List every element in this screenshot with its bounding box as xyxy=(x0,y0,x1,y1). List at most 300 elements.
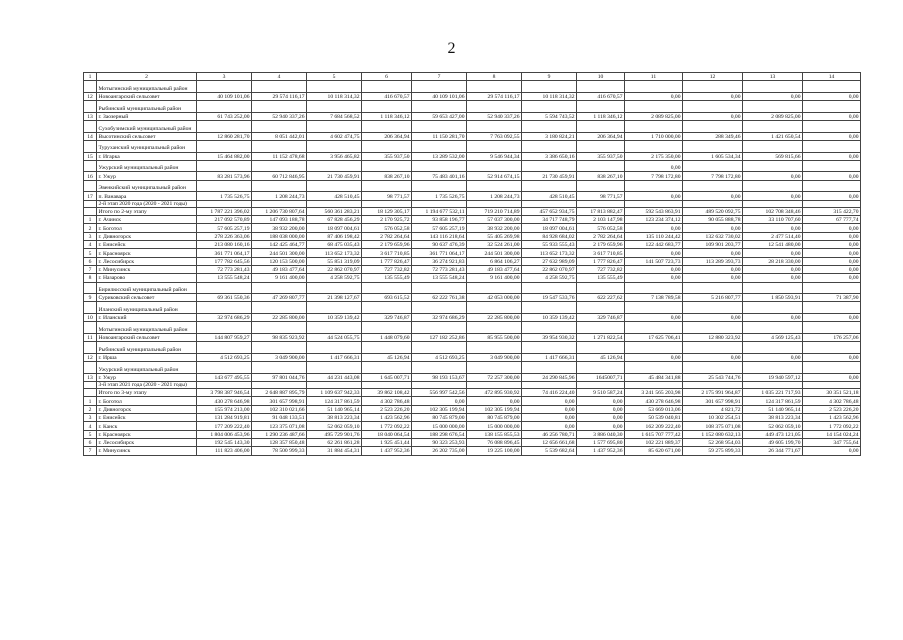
column-number-cell: 5 xyxy=(307,73,362,81)
table-row xyxy=(84,192,861,200)
table-cell xyxy=(197,101,252,113)
table-cell xyxy=(412,101,467,113)
table-cell xyxy=(522,121,577,133)
table-row xyxy=(84,353,861,361)
table-cell xyxy=(307,200,362,207)
table-cell: 15 000 000,00 xyxy=(412,422,467,430)
table-cell: 0,00 xyxy=(803,373,861,381)
table-cell: 430 278 646,98 xyxy=(197,397,252,405)
table-cell xyxy=(412,282,467,294)
table-cell xyxy=(803,160,861,172)
municipality-name-cell: Суриковский сельсовет xyxy=(97,294,197,302)
table-cell: 556 997 542,56 xyxy=(412,389,467,397)
municipality-name-cell: г. Ужур xyxy=(97,172,197,180)
table-cell xyxy=(625,302,683,314)
table-cell: 4 302 786,48 xyxy=(803,397,861,405)
table-cell: 52 914 674,15 xyxy=(467,172,522,180)
table-cell xyxy=(683,160,743,172)
table-cell: 68 475 035,43 xyxy=(307,241,362,249)
table-cell: 0,00 xyxy=(803,274,861,282)
table-cell: 622 227,62 xyxy=(577,294,625,302)
table-cell: 0,00 xyxy=(803,447,861,455)
table-cell: 85 620 671,00 xyxy=(625,447,683,455)
table-cell: 1 735 526,75 xyxy=(197,192,252,200)
table-cell: 457 652 934,75 xyxy=(522,207,577,215)
table-cell xyxy=(803,200,861,207)
table-cell: 1 417 666,31 xyxy=(307,353,362,361)
table-cell: 29 574 116,17 xyxy=(467,92,522,100)
table-cell: 1 925 451,44 xyxy=(362,438,412,446)
row-number-cell: 2 xyxy=(84,224,97,232)
table-cell xyxy=(683,362,743,374)
table-cell: 7 798 172,80 xyxy=(625,172,683,180)
row-number-cell: 13 xyxy=(84,112,97,120)
table-cell xyxy=(522,160,577,172)
municipality-name-cell: г. Ужур xyxy=(97,373,197,381)
table-cell xyxy=(683,121,743,133)
table-cell: 329 746,87 xyxy=(362,313,412,321)
table-cell xyxy=(683,342,743,354)
table-cell xyxy=(362,322,412,334)
table-row xyxy=(84,152,861,160)
table-cell xyxy=(625,121,683,133)
table-cell xyxy=(412,362,467,374)
table-cell: 1 777 826,47 xyxy=(362,257,412,265)
table-cell xyxy=(467,342,522,354)
table-cell xyxy=(577,140,625,152)
table-cell: 22 862 070,97 xyxy=(522,265,577,273)
table-cell: 40 109 101,06 xyxy=(197,92,252,100)
table-cell: 120 153 500,00 xyxy=(252,257,307,265)
table-cell xyxy=(577,322,625,334)
table-cell: 0,00 xyxy=(743,313,803,321)
table-cell: 0,00 xyxy=(743,224,803,232)
table-cell: 0,00 xyxy=(743,172,803,180)
table-cell xyxy=(412,302,467,314)
column-number-cell: 14 xyxy=(803,73,861,81)
table-cell: 98 193 153,67 xyxy=(412,373,467,381)
table-cell: 1 208 244,73 xyxy=(467,192,522,200)
table-cell: 0,00 xyxy=(743,192,803,200)
table-cell: 1 194 677 532,11 xyxy=(412,207,467,215)
municipality-name-cell: г. Игарка xyxy=(97,152,197,160)
table-cell: 6 864 106,27 xyxy=(467,257,522,265)
table-cell: 5 594 743,52 xyxy=(522,112,577,120)
table-cell: 13 555 548,24 xyxy=(412,274,467,282)
table-cell: 0,00 xyxy=(625,92,683,100)
table-cell xyxy=(307,362,362,374)
table-cell xyxy=(625,180,683,192)
table-cell: 9 161 400,00 xyxy=(467,274,522,282)
table-cell: 576 052,58 xyxy=(577,224,625,232)
table-cell xyxy=(683,180,743,192)
table-cell: 21 730 459,91 xyxy=(522,172,577,180)
table-cell xyxy=(197,121,252,133)
district-label-cell: Ужурский муниципальный район xyxy=(97,362,197,374)
table-cell xyxy=(467,140,522,152)
row-number-cell xyxy=(84,362,97,374)
table-row xyxy=(84,265,861,273)
table-cell xyxy=(522,81,577,93)
table-cell: 123 375 071,08 xyxy=(252,422,307,430)
table-cell xyxy=(803,101,861,113)
table-cell: 0,00 xyxy=(412,397,467,405)
table-cell: 1645007,71 xyxy=(577,373,625,381)
table-cell: 838 267,10 xyxy=(577,172,625,180)
column-number-cell: 9 xyxy=(522,73,577,81)
table-cell: 44 524 055,75 xyxy=(307,333,362,341)
table-cell: 1 417 666,31 xyxy=(522,353,577,361)
table-cell: 2 523 226,20 xyxy=(362,405,412,413)
row-number-cell: 12 xyxy=(84,353,97,361)
table-cell: 10 118 314,32 xyxy=(522,92,577,100)
table-cell xyxy=(577,101,625,113)
table-cell: 38 813 223,34 xyxy=(743,414,803,422)
table-cell: 74 416 224,40 xyxy=(522,389,577,397)
row-number-cell: 12 xyxy=(84,92,97,100)
table-cell: 102 310 021,66 xyxy=(252,405,307,413)
table-row xyxy=(84,257,861,265)
table-cell: 3 386 650,16 xyxy=(522,152,577,160)
table-cell xyxy=(197,362,252,374)
table-cell xyxy=(252,381,307,388)
table-cell: 113 289 393,73 xyxy=(683,257,743,265)
row-number-cell: 2 xyxy=(84,405,97,413)
table-cell: 0,00 xyxy=(522,414,577,422)
table-cell: 22 285 800,00 xyxy=(467,313,522,321)
table-cell: 49 183 477,64 xyxy=(252,265,307,273)
row-number-cell: 11 xyxy=(84,333,97,341)
table-cell: 122 442 683,77 xyxy=(625,241,683,249)
table-cell: 15 000 000,00 xyxy=(467,422,522,430)
table-cell: 1 615 707 777,42 xyxy=(625,430,683,438)
table-cell: 72 773 281,43 xyxy=(412,265,467,273)
table-cell: 18 040 064,54 xyxy=(362,430,412,438)
table-cell: 80 745 879,00 xyxy=(412,414,467,422)
municipality-name-cell: г. Красноярск xyxy=(97,430,197,438)
table-cell xyxy=(743,282,803,294)
table-cell: 123 234 374,12 xyxy=(625,216,683,224)
table-cell: 3 886 040,30 xyxy=(577,430,625,438)
table-cell: 53 669 013,06 xyxy=(625,405,683,413)
table-cell xyxy=(362,160,412,172)
table-cell: 51 140 965,14 xyxy=(743,405,803,413)
table-cell: 0,00 xyxy=(803,241,861,249)
table-row xyxy=(84,81,861,93)
table-cell: 0,00 xyxy=(683,92,743,100)
table-row xyxy=(84,216,861,224)
table-cell: 1 035 221 717,93 xyxy=(743,389,803,397)
table-cell: 102 305 199,94 xyxy=(467,405,522,413)
table-cell: 26 344 771,67 xyxy=(743,447,803,455)
municipality-name-cell: Итого по 3-му этапу xyxy=(97,389,197,397)
row-number-cell: 1 xyxy=(84,397,97,405)
table-cell: 91 048 133,51 xyxy=(252,414,307,422)
column-number-cell: 1 xyxy=(84,73,97,81)
table-cell: 15 464 882,00 xyxy=(197,152,252,160)
municipality-name-cell: г. Лесосибирск xyxy=(97,257,197,265)
column-number-cell: 11 xyxy=(625,73,683,81)
table-cell xyxy=(683,381,743,388)
table-cell: 2 179 659,96 xyxy=(577,241,625,249)
table-cell xyxy=(625,140,683,152)
row-number-cell: 10 xyxy=(84,313,97,321)
table-cell: 29 574 116,17 xyxy=(252,92,307,100)
table-cell: 90 637 476,39 xyxy=(412,241,467,249)
table-cell: 38 813 223,34 xyxy=(307,414,362,422)
table-cell: 1 772 092,22 xyxy=(362,422,412,430)
municipality-name-cell: г. Заозерный xyxy=(97,112,197,120)
table-cell: 1 804 006 453,96 xyxy=(197,430,252,438)
table-cell: 87 406 198,42 xyxy=(307,232,362,240)
table-cell: 288 349,46 xyxy=(683,132,743,140)
table-cell: 67 828 456,29 xyxy=(307,216,362,224)
table-cell xyxy=(307,121,362,133)
table-cell: 1 772 092,22 xyxy=(803,422,861,430)
table-row xyxy=(84,232,861,240)
table-row xyxy=(84,207,861,215)
table-cell: 25 543 744,76 xyxy=(683,373,743,381)
table-cell: 176 257,06 xyxy=(803,333,861,341)
municipality-name-cell: г. Иланский xyxy=(97,313,197,321)
table-cell: 0,00 xyxy=(743,353,803,361)
table-cell: 213 080 160,16 xyxy=(197,241,252,249)
table-cell: 59 275 899,33 xyxy=(683,447,743,455)
table-cell: 102 221 889,37 xyxy=(625,438,683,446)
municipality-name-cell: Новоангарский сельсовет xyxy=(97,333,197,341)
table-row xyxy=(84,241,861,249)
municipality-name-cell: г. Назарово xyxy=(97,274,197,282)
table-cell xyxy=(743,81,803,93)
table-cell xyxy=(683,302,743,314)
table-cell: 416 670,57 xyxy=(362,92,412,100)
table-cell: 135 555,49 xyxy=(362,274,412,282)
table-row xyxy=(84,274,861,282)
table-cell: 177 209 222,40 xyxy=(197,422,252,430)
table-cell xyxy=(683,101,743,113)
table-row xyxy=(84,160,861,172)
table-cell: 90 055 888,78 xyxy=(683,216,743,224)
table-cell: 18 129 305,17 xyxy=(362,207,412,215)
table-cell: 76 088 896,45 xyxy=(467,438,522,446)
table-row xyxy=(84,422,861,430)
table-cell xyxy=(625,81,683,93)
row-number-cell: 5 xyxy=(84,249,97,257)
row-number-cell xyxy=(84,282,97,294)
table-row xyxy=(84,302,861,314)
table-row xyxy=(84,322,861,334)
table-cell xyxy=(362,81,412,93)
table-cell xyxy=(412,381,467,388)
table-cell: 2 089 825,00 xyxy=(625,112,683,120)
table-cell: 39 862 108,42 xyxy=(362,389,412,397)
table-cell: 57 605 257,19 xyxy=(412,224,467,232)
row-number-cell xyxy=(84,322,97,334)
table-cell: 52 940 337,26 xyxy=(252,112,307,120)
table-cell: 592 543 863,91 xyxy=(625,207,683,215)
table-cell: 52 062 059,10 xyxy=(307,422,362,430)
table-cell xyxy=(307,101,362,113)
table-cell: 62 261 861,28 xyxy=(307,438,362,446)
table-cell: 22 862 070,97 xyxy=(307,265,362,273)
table-cell: 143 677 495,55 xyxy=(197,373,252,381)
table-cell xyxy=(362,140,412,152)
table-row xyxy=(84,92,861,100)
row-number-cell xyxy=(84,381,97,388)
table-cell xyxy=(577,302,625,314)
table-cell xyxy=(467,282,522,294)
table-cell xyxy=(577,160,625,172)
column-number-cell: 3 xyxy=(197,73,252,81)
table-cell xyxy=(522,302,577,314)
table-cell: 83 281 573,96 xyxy=(197,172,252,180)
table-cell: 361 771 064,17 xyxy=(412,249,467,257)
table-cell xyxy=(522,342,577,354)
table-cell xyxy=(362,342,412,354)
table-cell: 98 771,57 xyxy=(362,192,412,200)
table-cell xyxy=(197,81,252,93)
table-cell: 135 110 244,42 xyxy=(625,232,683,240)
table-cell xyxy=(625,381,683,388)
table-cell xyxy=(197,180,252,192)
table-cell: 4 821,72 xyxy=(683,405,743,413)
table-cell: 244 501 300,00 xyxy=(252,249,307,257)
table-cell: 0,00 xyxy=(803,192,861,200)
table-cell: 162 209 222,40 xyxy=(625,422,683,430)
district-label-cell: Сухобузимский муниципальный район xyxy=(97,121,197,133)
table-cell: 0,00 xyxy=(743,265,803,273)
table-cell xyxy=(467,160,522,172)
table-cell xyxy=(252,140,307,152)
stage-heading-cell: 2-й этап 2020 года (2020 - 2021 годы) xyxy=(97,200,197,207)
district-label-cell: Иланский муниципальный район xyxy=(97,302,197,314)
column-header-row xyxy=(84,73,861,81)
table-cell: 0,00 xyxy=(683,112,743,120)
row-number-cell: 14 xyxy=(84,132,97,140)
table-cell: 2 103 147,98 xyxy=(577,216,625,224)
table-cell xyxy=(683,322,743,334)
table-cell: 1 437 952,36 xyxy=(577,447,625,455)
table-cell: 52 940 337,26 xyxy=(467,112,522,120)
table-cell xyxy=(307,140,362,152)
table-cell: 10 359 139,42 xyxy=(307,313,362,321)
table-cell: 2 179 659,96 xyxy=(362,241,412,249)
table-row xyxy=(84,101,861,113)
table-row xyxy=(84,172,861,180)
table-cell: 85 955 500,00 xyxy=(467,333,522,341)
table-cell xyxy=(467,81,522,93)
table-cell: 9 510 587,24 xyxy=(577,389,625,397)
table-cell xyxy=(467,101,522,113)
table-body xyxy=(84,73,861,456)
table-cell: 98 835 923,92 xyxy=(252,333,307,341)
column-number-cell: 6 xyxy=(362,73,412,81)
table-cell: 0,00 xyxy=(803,265,861,273)
district-label-cell: Бирилюсский муниципальный район xyxy=(97,282,197,294)
table-cell: 13 555 548,24 xyxy=(197,274,252,282)
table-cell xyxy=(803,381,861,388)
table-cell: 75 483 401,16 xyxy=(412,172,467,180)
table-cell: 3 241 565 203,98 xyxy=(625,389,683,397)
row-number-cell xyxy=(84,160,97,172)
table-row xyxy=(84,313,861,321)
municipality-name-cell: Высотинский сельсовет xyxy=(97,132,197,140)
table-cell: 135 555,49 xyxy=(577,274,625,282)
table-cell: 1 777 826,47 xyxy=(577,257,625,265)
table-cell: 278 226 363,06 xyxy=(197,232,252,240)
row-number-cell: 8 xyxy=(84,274,97,282)
table-cell xyxy=(197,322,252,334)
table-cell: 31 884 454,31 xyxy=(307,447,362,455)
table-cell: 0,00 xyxy=(803,112,861,120)
column-number-cell: 10 xyxy=(577,73,625,81)
column-number-cell: 13 xyxy=(743,73,803,81)
table-cell: 0,00 xyxy=(803,313,861,321)
table-cell xyxy=(577,81,625,93)
table-cell: 59 653 427,00 xyxy=(412,112,467,120)
municipality-name-cell: Итого по 2-му этапу xyxy=(97,207,197,215)
table-row xyxy=(84,112,861,120)
district-label-cell: Ужурский муниципальный район xyxy=(97,160,197,172)
table-cell xyxy=(743,180,803,192)
table-cell: 0,00 xyxy=(625,274,683,282)
district-label-cell: Эвенкийский муниципальный район xyxy=(97,180,197,192)
table-cell xyxy=(252,282,307,294)
table-cell xyxy=(522,140,577,152)
page-number: 2 xyxy=(447,40,456,57)
table-cell: 301 657 998,91 xyxy=(252,397,307,405)
table-cell: 1 850 593,91 xyxy=(743,294,803,302)
table-cell: 72 773 281,43 xyxy=(197,265,252,273)
table-cell: 67 777,74 xyxy=(803,216,861,224)
table-cell xyxy=(625,322,683,334)
table-cell: 155 974 213,00 xyxy=(197,405,252,413)
municipality-name-cell: п. Ванавара xyxy=(97,192,197,200)
table-cell xyxy=(803,282,861,294)
table-cell: 719 210 714,89 xyxy=(467,207,522,215)
table-cell xyxy=(577,200,625,207)
table-cell: 51 140 965,14 xyxy=(307,405,362,413)
table-cell: 0,00 xyxy=(743,92,803,100)
table-cell: 32 974 686,29 xyxy=(197,313,252,321)
municipality-name-cell: Новоангарский сельсовет xyxy=(97,92,197,100)
table-cell: 2 782 264,64 xyxy=(577,232,625,240)
table-cell: 0,00 xyxy=(683,313,743,321)
table-cell: 0,00 xyxy=(803,257,861,265)
table-row xyxy=(84,430,861,438)
table-cell: 9 161 400,00 xyxy=(252,274,307,282)
table-cell xyxy=(307,282,362,294)
table-cell: 52 268 954,03 xyxy=(683,438,743,446)
table-cell: 108 375 071,08 xyxy=(683,422,743,430)
table-cell: 102 708 348,46 xyxy=(743,207,803,215)
table-cell: 57 605 257,19 xyxy=(197,224,252,232)
table-cell xyxy=(577,180,625,192)
row-number-cell: 3 xyxy=(84,414,97,422)
table-cell: 144 807 959,27 xyxy=(197,333,252,341)
table-cell xyxy=(412,200,467,207)
table-cell: 329 746,87 xyxy=(577,313,625,321)
table-cell: 32 974 686,29 xyxy=(412,313,467,321)
table-cell: 569 815,66 xyxy=(743,152,803,160)
table-row xyxy=(84,249,861,257)
table-cell: 97 801 044,76 xyxy=(252,373,307,381)
table-cell: 10 118 314,32 xyxy=(307,92,362,100)
table-cell: 55 405 269,98 xyxy=(467,232,522,240)
municipality-name-cell: г. Канск xyxy=(97,422,197,430)
table-cell: 8 051 442,01 xyxy=(252,132,307,140)
table-cell: 0,00 xyxy=(577,397,625,405)
